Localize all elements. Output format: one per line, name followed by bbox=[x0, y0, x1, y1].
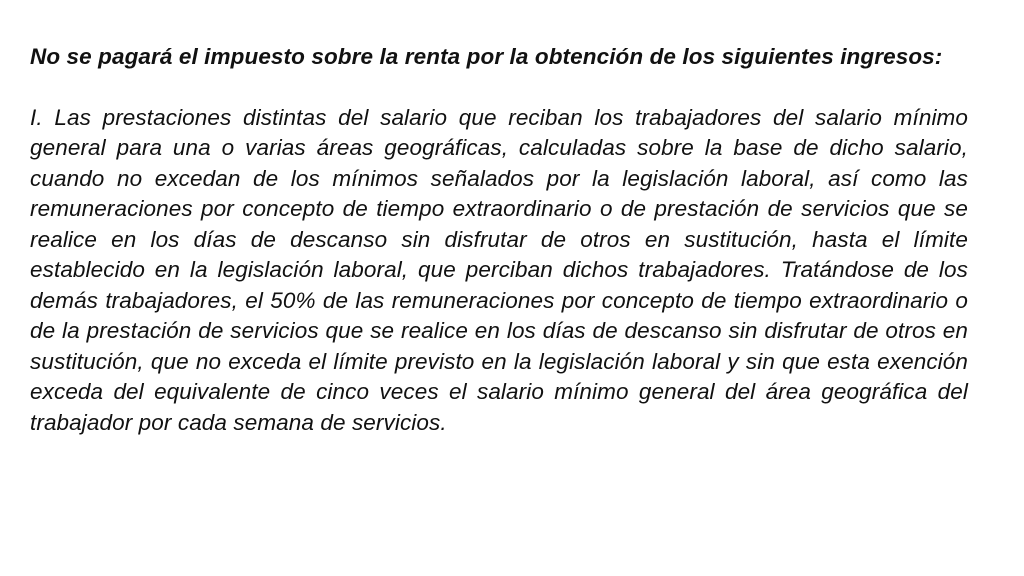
document-heading: No se pagará el impuesto sobre la renta por la obtención de los siguientes ingresos: bbox=[30, 44, 943, 69]
document-paragraph: I. Las prestaciones distintas del salario que reciban los trabajadores del salario mínimo general para una o varias áreas geográficas, calculadas sobre la base de dicho salario, cuando no excedan de los mínimos señalados por la legislación laboral, así como las remuneraciones por concepto de tiempo extraordinario o de prestación de servicios que se realice en los días de descanso sin disfrutar de otros en sustitución, hasta el límite establecido en la legislación laboral, que perciban dichos trabajadores. Tratándose de los demás trabajadores, el 50% de las remuneraciones por concepto de tiempo extraordinario o de la prestación de servicios que se realice en los días de descanso sin disfrutar de otros en sustitución, que no exceda el límite previsto en la legislación laboral y sin que esta exención exceda del equivalente de cinco veces el salario mínimo general del área geográfica del trabajador por cada semana de servicios. bbox=[30, 104, 968, 435]
